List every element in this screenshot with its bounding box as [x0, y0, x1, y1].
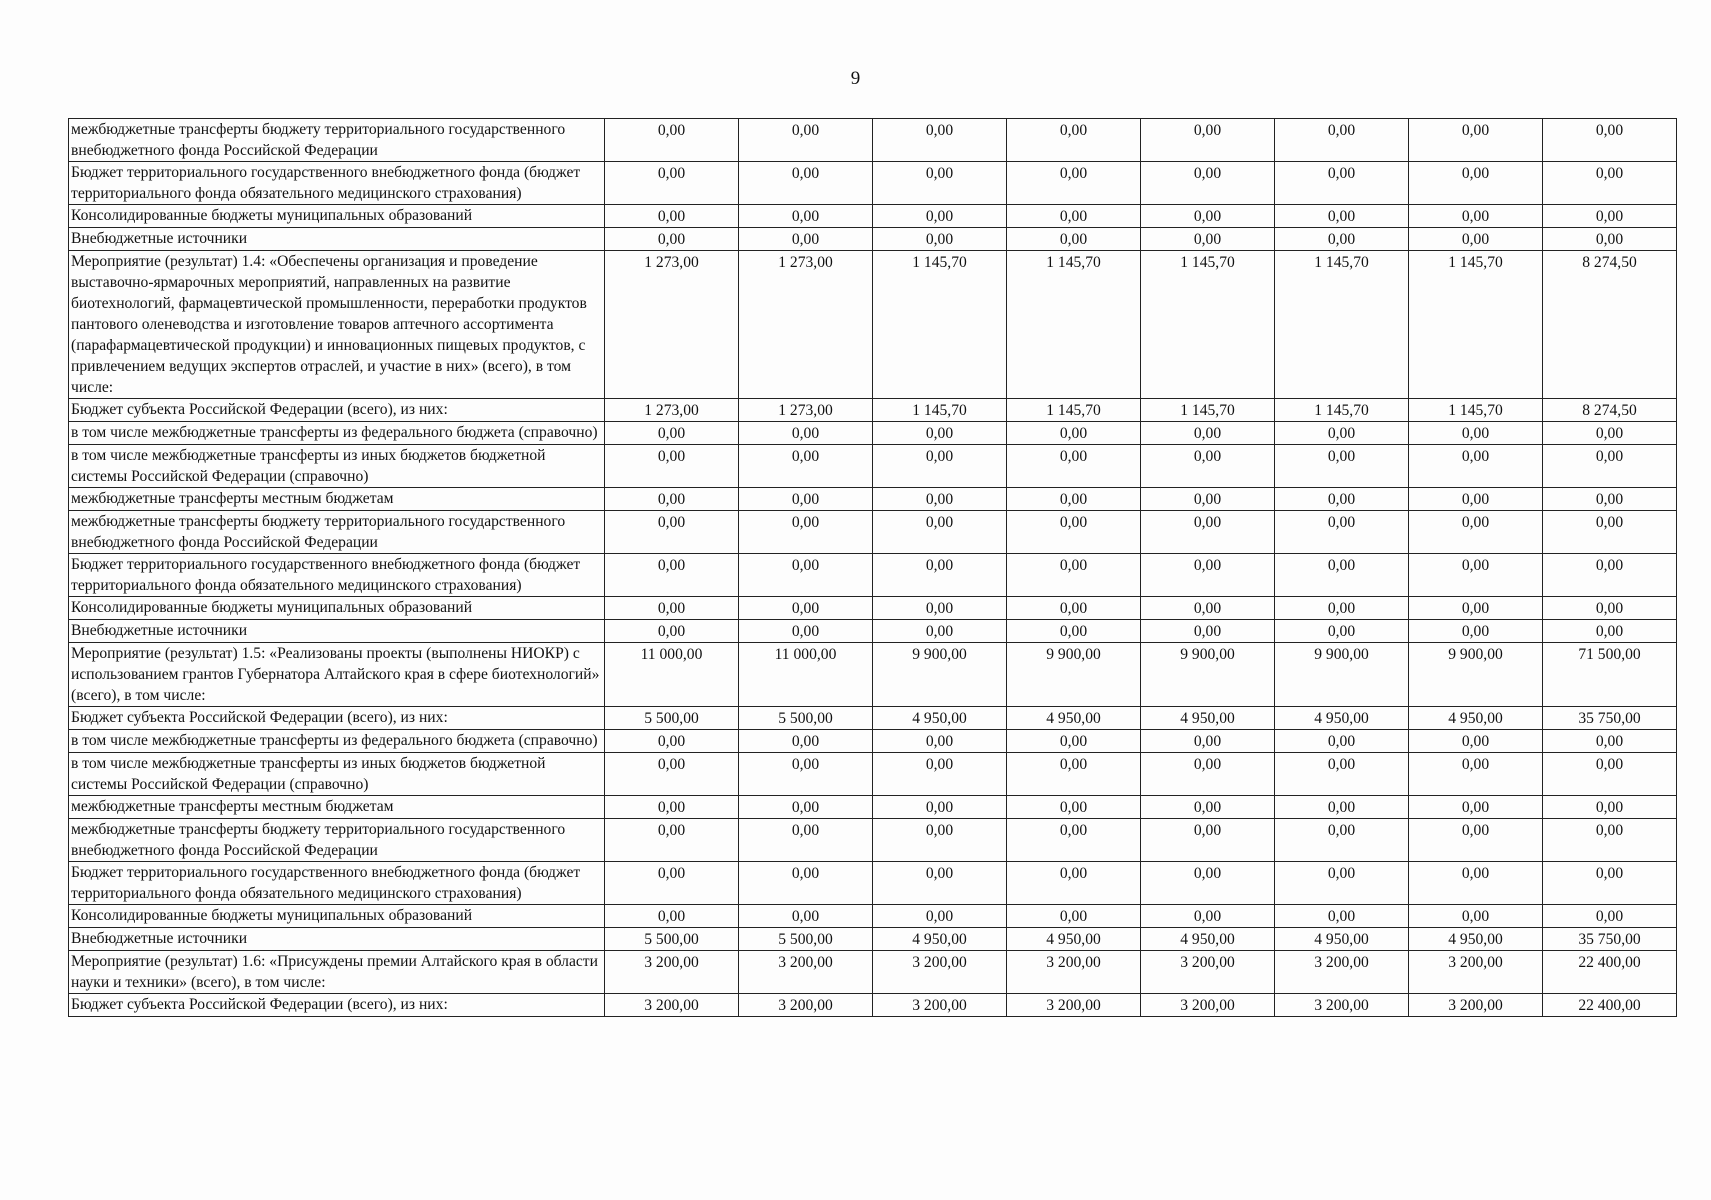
row-value-cell: 0,00 — [1007, 488, 1141, 511]
row-value-cell: 0,00 — [739, 862, 873, 905]
row-value-cell: 0,00 — [1275, 205, 1409, 228]
row-value-cell: 0,00 — [1275, 488, 1409, 511]
row-total-cell: 35 750,00 — [1543, 928, 1677, 951]
row-value-cell: 0,00 — [739, 228, 873, 251]
row-value-cell: 3 200,00 — [605, 994, 739, 1017]
row-value-cell: 0,00 — [873, 554, 1007, 597]
table-row — [69, 819, 1677, 862]
row-value-cell: 3 200,00 — [1409, 994, 1543, 1017]
row-value-cell: 0,00 — [1141, 162, 1275, 205]
row-total-cell: 8 274,50 — [1543, 399, 1677, 422]
row-value-cell: 4 950,00 — [1141, 928, 1275, 951]
row-label: межбюджетные трансферты бюджету территориального государственного внебюджетного фонда Российской Федерации — [69, 511, 605, 554]
row-value-cell: 0,00 — [1141, 554, 1275, 597]
row-value-cell: 0,00 — [1141, 597, 1275, 620]
row-value-cell: 0,00 — [1141, 862, 1275, 905]
row-value-cell: 1 273,00 — [605, 399, 739, 422]
row-value-cell: 0,00 — [605, 162, 739, 205]
row-label: Бюджет субъекта Российской Федерации (всего), из них: — [69, 994, 605, 1017]
row-value-cell: 0,00 — [605, 753, 739, 796]
row-value-cell: 0,00 — [605, 554, 739, 597]
row-value-cell: 0,00 — [1007, 422, 1141, 445]
row-value-cell: 0,00 — [1409, 422, 1543, 445]
table-row — [69, 862, 1677, 905]
table-row — [69, 554, 1677, 597]
row-value-cell: 0,00 — [1275, 119, 1409, 162]
row-value-cell: 0,00 — [1409, 205, 1543, 228]
row-total-cell: 35 750,00 — [1543, 707, 1677, 730]
row-value-cell: 0,00 — [1275, 422, 1409, 445]
row-value-cell: 0,00 — [1141, 905, 1275, 928]
row-label: в том числе межбюджетные трансферты из федерального бюджета (справочно) — [69, 730, 605, 753]
row-value-cell: 4 950,00 — [1007, 928, 1141, 951]
row-value-cell: 1 145,70 — [1141, 251, 1275, 399]
row-label: Внебюджетные источники — [69, 228, 605, 251]
row-value-cell: 1 145,70 — [873, 399, 1007, 422]
row-value-cell: 1 273,00 — [605, 251, 739, 399]
table-row — [69, 162, 1677, 205]
row-value-cell: 1 273,00 — [739, 251, 873, 399]
row-label: межбюджетные трансферты бюджету территориального государственного внебюджетного фонда Российской Федерации — [69, 819, 605, 862]
row-value-cell: 0,00 — [1007, 554, 1141, 597]
row-label: Мероприятие (результат) 1.4: «Обеспечены организация и проведение выставочно-ярмарочных мероприятий, направленных на развитие биотехнологий, фармацевтической промышленности, переработки продуктов пантового оленеводства и изготовление товаров аптечного ассортимента (парафармацевтической продукции) и инновационных пищевых продуктов, с привлечением ведущих экспертов отраслей, и участие в них» (всего), в том числе: — [69, 251, 605, 399]
row-total-cell: 0,00 — [1543, 796, 1677, 819]
row-total-cell: 0,00 — [1543, 554, 1677, 597]
row-value-cell: 0,00 — [605, 620, 739, 643]
row-value-cell: 5 500,00 — [739, 928, 873, 951]
row-label: межбюджетные трансферты местным бюджетам — [69, 796, 605, 819]
row-value-cell: 0,00 — [739, 445, 873, 488]
row-label: Мероприятие (результат) 1.6: «Присуждены премии Алтайского края в области науки и техники» (всего), в том числе: — [69, 951, 605, 994]
row-value-cell: 3 200,00 — [1275, 951, 1409, 994]
row-value-cell: 0,00 — [1141, 445, 1275, 488]
row-value-cell: 0,00 — [605, 422, 739, 445]
row-value-cell: 0,00 — [739, 753, 873, 796]
row-value-cell: 0,00 — [739, 597, 873, 620]
row-value-cell: 0,00 — [1409, 119, 1543, 162]
row-value-cell: 1 273,00 — [739, 399, 873, 422]
row-value-cell: 0,00 — [605, 597, 739, 620]
row-total-cell: 0,00 — [1543, 422, 1677, 445]
row-value-cell: 0,00 — [1409, 819, 1543, 862]
row-value-cell: 1 145,70 — [1409, 251, 1543, 399]
row-label: Бюджет субъекта Российской Федерации (всего), из них: — [69, 399, 605, 422]
row-value-cell: 4 950,00 — [1275, 707, 1409, 730]
row-label: Внебюджетные источники — [69, 928, 605, 951]
row-value-cell: 3 200,00 — [1409, 951, 1543, 994]
row-label: в том числе межбюджетные трансферты из иных бюджетов бюджетной системы Российской Федерации (справочно) — [69, 445, 605, 488]
row-value-cell: 0,00 — [1141, 228, 1275, 251]
row-label: Бюджет территориального государственного внебюджетного фонда (бюджет территориального фонда обязательного медицинского страхования) — [69, 554, 605, 597]
table-row — [69, 928, 1677, 951]
row-value-cell: 9 900,00 — [1007, 643, 1141, 707]
row-value-cell: 0,00 — [605, 905, 739, 928]
row-value-cell: 0,00 — [873, 620, 1007, 643]
row-value-cell: 5 500,00 — [605, 928, 739, 951]
row-total-cell: 0,00 — [1543, 445, 1677, 488]
row-value-cell: 0,00 — [1141, 620, 1275, 643]
row-value-cell: 0,00 — [739, 796, 873, 819]
row-value-cell: 0,00 — [1275, 597, 1409, 620]
row-value-cell: 0,00 — [1409, 511, 1543, 554]
row-value-cell: 0,00 — [605, 119, 739, 162]
row-value-cell: 1 145,70 — [1409, 399, 1543, 422]
row-value-cell: 0,00 — [1409, 905, 1543, 928]
row-value-cell: 0,00 — [1409, 753, 1543, 796]
row-value-cell: 5 500,00 — [605, 707, 739, 730]
row-value-cell: 0,00 — [739, 730, 873, 753]
row-value-cell: 5 500,00 — [739, 707, 873, 730]
row-value-cell: 0,00 — [873, 796, 1007, 819]
row-value-cell: 0,00 — [1275, 905, 1409, 928]
row-value-cell: 1 145,70 — [1275, 251, 1409, 399]
row-total-cell: 0,00 — [1543, 597, 1677, 620]
row-value-cell: 0,00 — [1409, 730, 1543, 753]
row-label: в том числе межбюджетные трансферты из иных бюджетов бюджетной системы Российской Федерации (справочно) — [69, 753, 605, 796]
row-value-cell: 1 145,70 — [1007, 399, 1141, 422]
row-value-cell: 0,00 — [1007, 511, 1141, 554]
row-value-cell: 0,00 — [873, 228, 1007, 251]
row-value-cell: 0,00 — [873, 819, 1007, 862]
row-value-cell: 0,00 — [873, 422, 1007, 445]
table-row — [69, 205, 1677, 228]
table-row — [69, 399, 1677, 422]
row-value-cell: 0,00 — [739, 422, 873, 445]
row-value-cell: 0,00 — [1275, 554, 1409, 597]
row-value-cell: 0,00 — [739, 819, 873, 862]
row-value-cell: 0,00 — [1409, 862, 1543, 905]
table-row — [69, 753, 1677, 796]
row-value-cell: 0,00 — [605, 730, 739, 753]
row-value-cell: 0,00 — [1141, 730, 1275, 753]
row-value-cell: 0,00 — [605, 796, 739, 819]
row-value-cell: 0,00 — [873, 597, 1007, 620]
row-value-cell: 9 900,00 — [1141, 643, 1275, 707]
row-value-cell: 0,00 — [739, 511, 873, 554]
row-value-cell: 0,00 — [1275, 730, 1409, 753]
row-total-cell: 0,00 — [1543, 162, 1677, 205]
row-value-cell: 3 200,00 — [605, 951, 739, 994]
row-value-cell: 0,00 — [1141, 422, 1275, 445]
row-value-cell: 3 200,00 — [873, 951, 1007, 994]
row-value-cell: 0,00 — [605, 511, 739, 554]
row-value-cell: 4 950,00 — [1275, 928, 1409, 951]
row-total-cell: 0,00 — [1543, 819, 1677, 862]
page-number: 9 — [850, 68, 861, 89]
row-value-cell: 0,00 — [1409, 488, 1543, 511]
row-total-cell: 0,00 — [1543, 862, 1677, 905]
row-value-cell: 0,00 — [1275, 511, 1409, 554]
row-value-cell: 3 200,00 — [1141, 994, 1275, 1017]
row-value-cell: 9 900,00 — [1275, 643, 1409, 707]
row-value-cell: 0,00 — [1141, 819, 1275, 862]
row-value-cell: 1 145,70 — [873, 251, 1007, 399]
row-total-cell: 0,00 — [1543, 753, 1677, 796]
row-value-cell: 0,00 — [873, 162, 1007, 205]
row-value-cell: 4 950,00 — [1007, 707, 1141, 730]
row-value-cell: 0,00 — [1007, 730, 1141, 753]
row-value-cell: 0,00 — [739, 119, 873, 162]
row-value-cell: 0,00 — [1409, 597, 1543, 620]
row-value-cell: 0,00 — [739, 554, 873, 597]
row-value-cell: 0,00 — [1409, 228, 1543, 251]
row-value-cell: 0,00 — [739, 205, 873, 228]
row-value-cell: 0,00 — [873, 905, 1007, 928]
row-value-cell: 0,00 — [1409, 620, 1543, 643]
row-value-cell: 0,00 — [1007, 205, 1141, 228]
row-value-cell: 0,00 — [1141, 511, 1275, 554]
row-value-cell: 3 200,00 — [873, 994, 1007, 1017]
row-value-cell: 0,00 — [1141, 119, 1275, 162]
table-row — [69, 511, 1677, 554]
table-row — [69, 994, 1677, 1017]
row-value-cell: 9 900,00 — [1409, 643, 1543, 707]
row-total-cell: 0,00 — [1543, 205, 1677, 228]
row-label: Внебюджетные источники — [69, 620, 605, 643]
row-value-cell: 0,00 — [739, 620, 873, 643]
row-value-cell: 0,00 — [1007, 819, 1141, 862]
row-value-cell: 0,00 — [1275, 796, 1409, 819]
row-value-cell: 0,00 — [739, 162, 873, 205]
row-label: межбюджетные трансферты бюджету территориального государственного внебюджетного фонда Российской Федерации — [69, 119, 605, 162]
row-value-cell: 3 200,00 — [739, 994, 873, 1017]
table-row — [69, 445, 1677, 488]
row-value-cell: 0,00 — [1007, 119, 1141, 162]
row-value-cell: 1 145,70 — [1275, 399, 1409, 422]
row-total-cell: 0,00 — [1543, 488, 1677, 511]
row-value-cell: 3 200,00 — [1275, 994, 1409, 1017]
row-value-cell: 0,00 — [605, 228, 739, 251]
row-value-cell: 0,00 — [1007, 862, 1141, 905]
table-row — [69, 488, 1677, 511]
budget-table — [68, 118, 1677, 1017]
row-value-cell: 0,00 — [1409, 554, 1543, 597]
row-value-cell: 0,00 — [873, 205, 1007, 228]
row-value-cell: 0,00 — [1007, 445, 1141, 488]
row-value-cell: 0,00 — [1141, 205, 1275, 228]
row-total-cell: 0,00 — [1543, 620, 1677, 643]
row-value-cell: 3 200,00 — [1007, 951, 1141, 994]
row-value-cell: 3 200,00 — [1007, 994, 1141, 1017]
row-value-cell: 0,00 — [739, 905, 873, 928]
row-value-cell: 0,00 — [1141, 488, 1275, 511]
row-total-cell: 0,00 — [1543, 905, 1677, 928]
row-value-cell: 11 000,00 — [739, 643, 873, 707]
row-value-cell: 0,00 — [873, 488, 1007, 511]
row-value-cell: 0,00 — [1275, 753, 1409, 796]
row-value-cell: 0,00 — [873, 119, 1007, 162]
row-total-cell: 22 400,00 — [1543, 951, 1677, 994]
row-value-cell: 4 950,00 — [873, 707, 1007, 730]
row-value-cell: 9 900,00 — [873, 643, 1007, 707]
row-value-cell: 0,00 — [1007, 228, 1141, 251]
row-value-cell: 0,00 — [1275, 445, 1409, 488]
row-total-cell: 0,00 — [1543, 228, 1677, 251]
table-row — [69, 730, 1677, 753]
row-label: Консолидированные бюджеты муниципальных образований — [69, 205, 605, 228]
row-total-cell: 22 400,00 — [1543, 994, 1677, 1017]
row-value-cell: 3 200,00 — [739, 951, 873, 994]
row-value-cell: 0,00 — [873, 730, 1007, 753]
row-value-cell: 0,00 — [605, 488, 739, 511]
row-value-cell: 0,00 — [1275, 228, 1409, 251]
table-row — [69, 422, 1677, 445]
table-row — [69, 643, 1677, 707]
row-label: Бюджет субъекта Российской Федерации (всего), из них: — [69, 707, 605, 730]
row-value-cell: 4 950,00 — [873, 928, 1007, 951]
row-value-cell: 0,00 — [739, 488, 873, 511]
row-value-cell: 0,00 — [1007, 597, 1141, 620]
row-value-cell: 0,00 — [1141, 753, 1275, 796]
table-row — [69, 228, 1677, 251]
row-value-cell: 0,00 — [1409, 796, 1543, 819]
row-value-cell: 11 000,00 — [605, 643, 739, 707]
row-label: Мероприятие (результат) 1.5: «Реализованы проекты (выполнены НИОКР) с использованием грантов Губернатора Алтайского края в сфере биотехнологий» (всего), в том числе: — [69, 643, 605, 707]
row-value-cell: 0,00 — [1275, 162, 1409, 205]
row-value-cell: 0,00 — [1275, 819, 1409, 862]
row-label: Бюджет территориального государственного внебюджетного фонда (бюджет территориального фонда обязательного медицинского страхования) — [69, 862, 605, 905]
row-value-cell: 0,00 — [1275, 862, 1409, 905]
row-value-cell: 0,00 — [1275, 620, 1409, 643]
table-row — [69, 119, 1677, 162]
row-value-cell: 0,00 — [1007, 620, 1141, 643]
row-value-cell: 0,00 — [873, 753, 1007, 796]
row-label: Консолидированные бюджеты муниципальных образований — [69, 597, 605, 620]
row-label: межбюджетные трансферты местным бюджетам — [69, 488, 605, 511]
row-value-cell: 0,00 — [1409, 162, 1543, 205]
row-label: Бюджет территориального государственного внебюджетного фонда (бюджет территориального фонда обязательного медицинского страхования) — [69, 162, 605, 205]
row-value-cell: 0,00 — [1409, 445, 1543, 488]
row-total-cell: 0,00 — [1543, 511, 1677, 554]
table-row — [69, 951, 1677, 994]
row-value-cell: 4 950,00 — [1409, 928, 1543, 951]
row-label: Консолидированные бюджеты муниципальных образований — [69, 905, 605, 928]
table-row — [69, 796, 1677, 819]
row-value-cell: 0,00 — [1141, 796, 1275, 819]
row-value-cell: 0,00 — [873, 445, 1007, 488]
row-value-cell: 0,00 — [873, 862, 1007, 905]
row-value-cell: 1 145,70 — [1007, 251, 1141, 399]
row-value-cell: 0,00 — [1007, 905, 1141, 928]
row-value-cell: 0,00 — [605, 205, 739, 228]
row-total-cell: 0,00 — [1543, 119, 1677, 162]
table-row — [69, 707, 1677, 730]
row-value-cell: 0,00 — [1007, 162, 1141, 205]
row-value-cell: 0,00 — [605, 445, 739, 488]
row-value-cell: 0,00 — [605, 819, 739, 862]
row-value-cell: 4 950,00 — [1141, 707, 1275, 730]
table-row — [69, 905, 1677, 928]
row-label: в том числе межбюджетные трансферты из федерального бюджета (справочно) — [69, 422, 605, 445]
row-value-cell: 4 950,00 — [1409, 707, 1543, 730]
row-total-cell: 71 500,00 — [1543, 643, 1677, 707]
table-row — [69, 620, 1677, 643]
row-total-cell: 8 274,50 — [1543, 251, 1677, 399]
row-value-cell: 0,00 — [1007, 796, 1141, 819]
row-value-cell: 3 200,00 — [1141, 951, 1275, 994]
row-value-cell: 0,00 — [1007, 753, 1141, 796]
table-row — [69, 251, 1677, 399]
row-value-cell: 1 145,70 — [1141, 399, 1275, 422]
row-value-cell: 0,00 — [873, 511, 1007, 554]
table-row — [69, 597, 1677, 620]
row-value-cell: 0,00 — [605, 862, 739, 905]
row-total-cell: 0,00 — [1543, 730, 1677, 753]
